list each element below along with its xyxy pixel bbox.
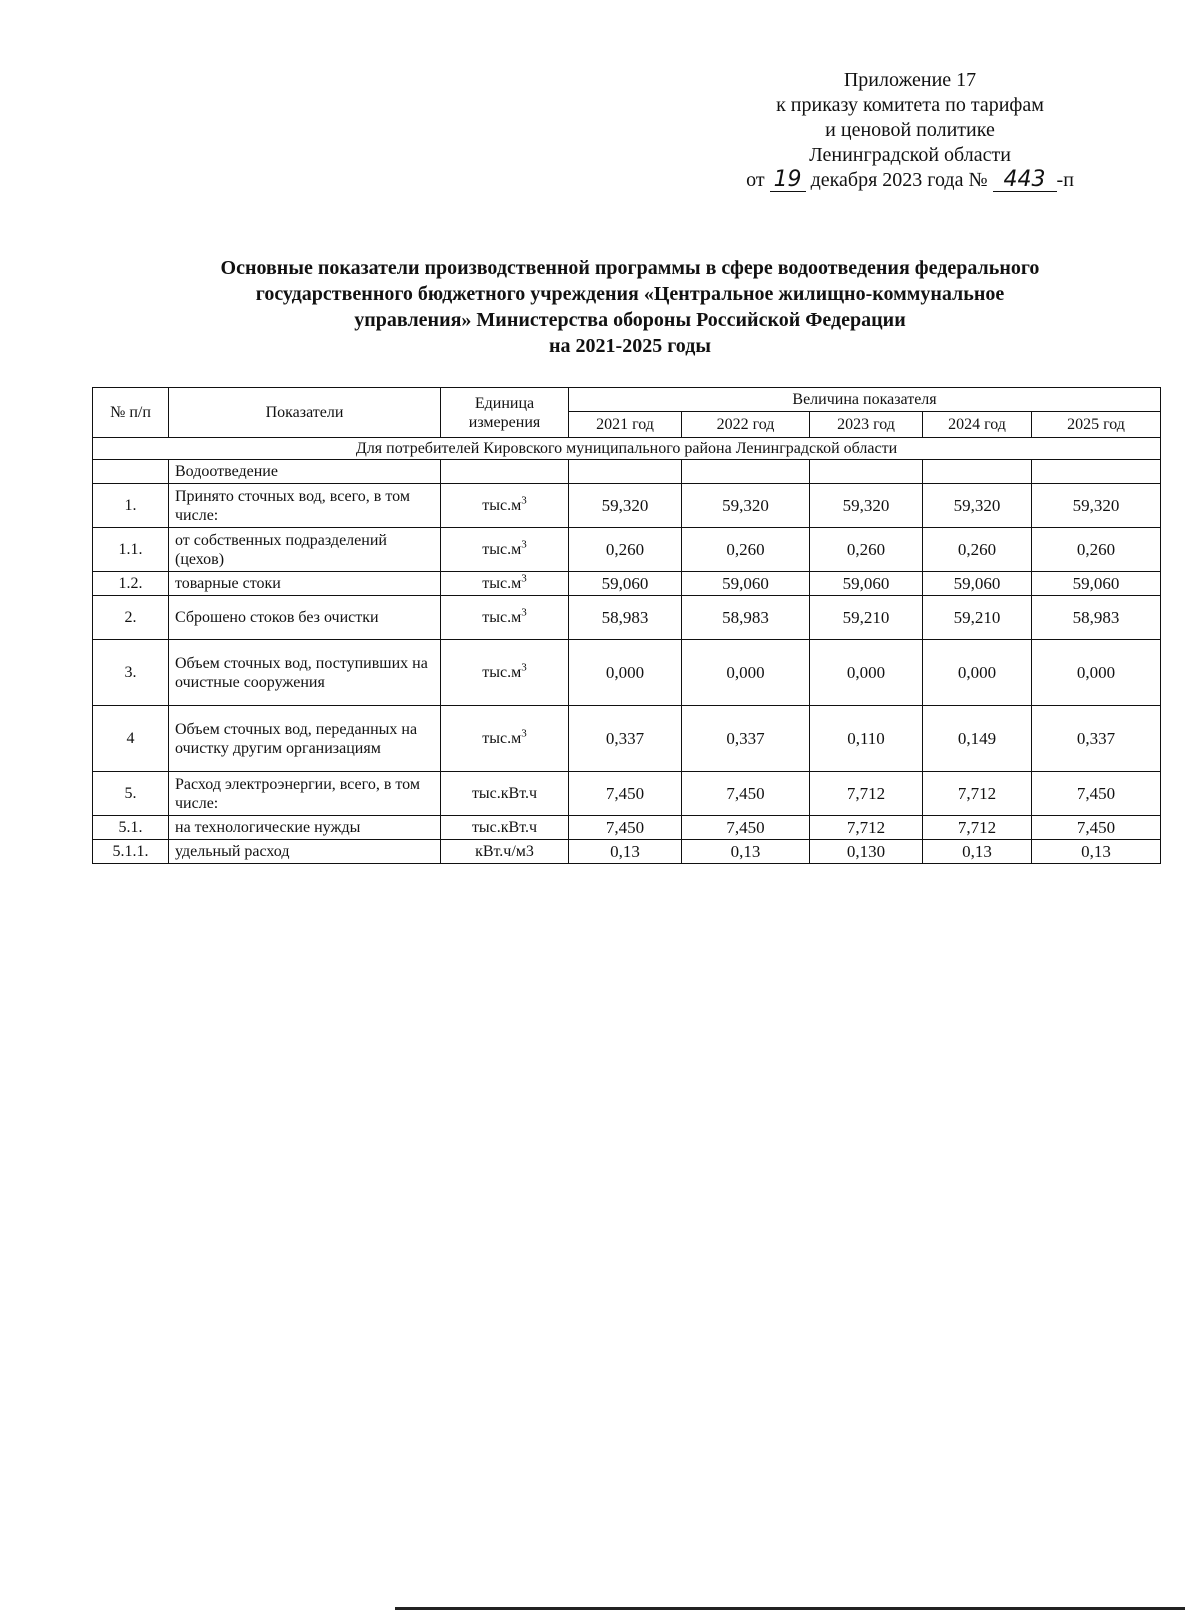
row-value-2022: 58,983 (682, 596, 810, 640)
date-day-handwritten: 19 (770, 169, 806, 192)
appendix-label: Приложение 17 (843, 69, 977, 91)
row-value-2022: 7,450 (682, 816, 810, 840)
row-indicator: Объем сточных вод, переданных на очистку другим организациям (169, 706, 441, 772)
col-header-year-2024: 2024 год (923, 412, 1032, 438)
order-reference: к приказу комитета по тарифам (776, 94, 1044, 116)
col-header-year-2021: 2021 год (569, 412, 682, 438)
table-cell (569, 460, 682, 484)
row-value-2025: 7,450 (1032, 816, 1161, 840)
row-unit: тыс.кВт.ч (441, 772, 569, 816)
row-value-2021: 59,060 (569, 572, 682, 596)
table-row (93, 528, 1161, 572)
table-row (93, 706, 1161, 772)
document-title (90, 255, 1170, 359)
title-line-4: на 2021-2025 годы (549, 335, 711, 357)
row-value-2021: 7,450 (569, 772, 682, 816)
row-value-2022: 0,13 (682, 840, 810, 864)
row-unit: $тыс.м^3$ (441, 596, 569, 640)
table-cell (441, 460, 569, 484)
row-value-2023: 59,210 (810, 596, 923, 640)
row-value-2023: 7,712 (810, 816, 923, 840)
row-value-2025: 59,060 (1032, 572, 1161, 596)
row-value-2025: 58,983 (1032, 596, 1161, 640)
row-value-2021: 58,983 (569, 596, 682, 640)
row-value-2024: 7,712 (923, 772, 1032, 816)
row-value-2023: 0,130 (810, 840, 923, 864)
row-value-2024: 59,320 (923, 484, 1032, 528)
row-value-2025: 0,337 (1032, 706, 1161, 772)
row-value-2024: 7,712 (923, 816, 1032, 840)
table-cell (810, 460, 923, 484)
row-unit: $тыс.м^3$ (441, 572, 569, 596)
col-header-num: № п/п (93, 388, 169, 438)
row-indicator: Расход электроэнергии, всего, в том числе: (169, 772, 441, 816)
row-value-2025: 0,000 (1032, 640, 1161, 706)
col-header-year-2025: 2025 год (1032, 412, 1161, 438)
table-row (93, 572, 1161, 596)
page-bottom-rule (395, 1607, 1185, 1610)
table-row (93, 484, 1161, 528)
region-name: Ленинградской области (809, 144, 1011, 166)
subsection-title: Водоотведение (169, 460, 441, 484)
row-value-2023: 0,000 (810, 640, 923, 706)
row-indicator: Принято сточных вод, всего, в том числе: (169, 484, 441, 528)
row-unit: кВт.ч/м3 (441, 840, 569, 864)
row-unit: $тыс.м^3$ (441, 484, 569, 528)
row-num: 5. (93, 772, 169, 816)
table-row (93, 772, 1161, 816)
row-value-2021: 0,000 (569, 640, 682, 706)
row-indicator: удельный расход (169, 840, 441, 864)
title-line-1: Основные показатели производственной программы в сфере водоотведения федерального (220, 257, 1040, 279)
row-num: 1. (93, 484, 169, 528)
table-cell (923, 460, 1032, 484)
indicators-table (92, 387, 1161, 864)
row-value-2025: 0,260 (1032, 528, 1161, 572)
row-unit: $тыс.м^3$ (441, 528, 569, 572)
row-value-2023: 0,110 (810, 706, 923, 772)
row-value-2024: 0,149 (923, 706, 1032, 772)
row-value-2023: 0,260 (810, 528, 923, 572)
row-num: 5.1.1. (93, 840, 169, 864)
date-middle: декабря 2023 года № (810, 169, 988, 191)
table-row (93, 840, 1161, 864)
row-value-2024: 0,13 (923, 840, 1032, 864)
row-value-2021: 0,13 (569, 840, 682, 864)
row-value-2024: 0,000 (923, 640, 1032, 706)
row-unit: $тыс.м^3$ (441, 640, 569, 706)
row-num: 5.1. (93, 816, 169, 840)
table-row (93, 640, 1161, 706)
row-value-2023: 59,320 (810, 484, 923, 528)
row-indicator: на технологические нужды (169, 816, 441, 840)
col-header-unit: Единица измерения (441, 388, 569, 438)
section-title: Для потребителей Кировского муниципального района Ленинградской области (93, 438, 1161, 460)
appendix-header (700, 68, 1120, 193)
row-value-2024: 59,210 (923, 596, 1032, 640)
table-row (93, 816, 1161, 840)
row-value-2022: 7,450 (682, 772, 810, 816)
order-date-line (700, 168, 1120, 193)
row-indicator: товарные стоки (169, 572, 441, 596)
subsection-row (93, 460, 1161, 484)
row-value-2022: 59,320 (682, 484, 810, 528)
date-prefix: от (746, 169, 765, 191)
row-value-2024: 59,060 (923, 572, 1032, 596)
col-header-year-2022: 2022 год (682, 412, 810, 438)
order-suffix: -п (1056, 169, 1074, 191)
title-line-2: государственного бюджетного учреждения «Центральное жилищно-коммунальное (255, 283, 1005, 305)
table-row (93, 596, 1161, 640)
row-value-2022: 0,000 (682, 640, 810, 706)
row-indicator: от собственных подразделений (цехов) (169, 528, 441, 572)
row-value-2021: 0,260 (569, 528, 682, 572)
row-indicator: Объем сточных вод, поступивших на очистные сооружения (169, 640, 441, 706)
order-number-handwritten: 443 (993, 169, 1057, 192)
row-value-2023: 59,060 (810, 572, 923, 596)
row-value-2021: 7,450 (569, 816, 682, 840)
row-value-2022: 0,260 (682, 528, 810, 572)
row-value-2024: 0,260 (923, 528, 1032, 572)
row-num: 1.1. (93, 528, 169, 572)
row-unit: тыс.кВт.ч (441, 816, 569, 840)
row-num: 2. (93, 596, 169, 640)
row-value-2021: 59,320 (569, 484, 682, 528)
row-num: 3. (93, 640, 169, 706)
col-header-indicator: Показатели (169, 388, 441, 438)
row-indicator: Сброшено стоков без очистки (169, 596, 441, 640)
committee-name: и ценовой политике (825, 119, 995, 141)
title-line-3: управления» Министерства обороны Российской Федерации (354, 309, 906, 331)
row-value-2022: 0,337 (682, 706, 810, 772)
row-value-2021: 0,337 (569, 706, 682, 772)
section-row (93, 438, 1161, 460)
col-header-year-2023: 2023 год (810, 412, 923, 438)
table-cell (682, 460, 810, 484)
row-value-2022: 59,060 (682, 572, 810, 596)
table-header-row (93, 388, 1161, 412)
row-value-2025: 59,320 (1032, 484, 1161, 528)
row-num: 4 (93, 706, 169, 772)
col-header-value-group: Величина показателя (569, 388, 1161, 412)
table-cell (93, 460, 169, 484)
row-value-2023: 7,712 (810, 772, 923, 816)
row-value-2025: 0,13 (1032, 840, 1161, 864)
row-value-2025: 7,450 (1032, 772, 1161, 816)
table-cell (1032, 460, 1161, 484)
row-unit: $тыс.м^3$ (441, 706, 569, 772)
row-num: 1.2. (93, 572, 169, 596)
